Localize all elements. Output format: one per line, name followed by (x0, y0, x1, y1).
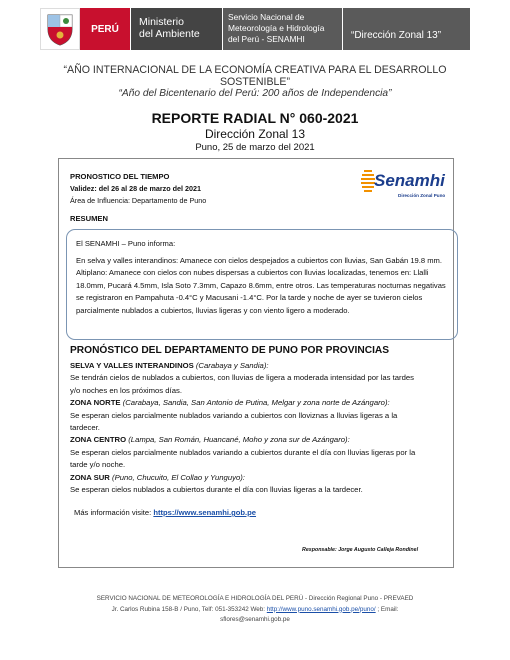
region-name: ZONA CENTRO (70, 435, 127, 445)
region-name: ZONA NORTE (70, 398, 121, 408)
coat-of-arms-icon (40, 8, 80, 50)
footer-line1: SERVICIO NACIONAL DE METEOROLOGÍA E HIDROLOGÍA DEL PERÚ - Dirección Regional Puno - PREVAED (96, 595, 414, 602)
footer-address: Jr. Carlos Rubina 158-B / Puno, Telf: 051-353242 Web: (111, 605, 267, 613)
senamhi-logo-text: Senamhi (374, 171, 445, 190)
footer-line2 (70, 605, 440, 616)
region-text: Se esperan cielos nublados a cubiertos durante el día con lluvias ligeras a la tardecer. (70, 485, 363, 495)
summary-box (66, 229, 458, 340)
footer (70, 594, 440, 626)
region-text: Se esperan cielos parcialmente nublados variando a cubiertos durante el día con lluvias ligeras por la tarde y/o noche. (70, 447, 416, 470)
provinces-heading: PRONÓSTICO DEL DEPARTAMENTO DE PUNO POR PROVINCIAS (70, 345, 390, 356)
peru-label: PERÚ (80, 8, 130, 50)
provinces-list (70, 360, 420, 496)
service-label: Servicio Nacional de Meteorología e Hidrología del Perú - SENAMHI (222, 8, 342, 50)
summary-intro: El SENAMHI – Puno informa: (76, 239, 176, 248)
report-title: REPORTE RADIAL N° 060-2021 (151, 110, 359, 126)
footer-email[interactable]: sflores@senamhi.gob.pe (220, 616, 290, 623)
region-subtitle: (Puno, Chucuito, El Collao y Yunguyo): (112, 472, 245, 482)
region-text: Se tendrán cielos de nublados a cubiertos, con lluvias de ligera a moderada intensidad por las tardes y/o noches en los próximos días. (70, 373, 415, 395)
senamhi-logo (360, 166, 446, 206)
forecast-validity: Validez: del 26 al 28 de marzo del 2021 (70, 184, 202, 193)
year-motto: “AÑO INTERNACIONAL DE LA ECONOMÍA CREATIVA PARA EL DESARROLLO SOSTENIBLE” (63, 64, 447, 88)
report-zone: Dirección Zonal 13 (204, 127, 306, 141)
senamhi-logo-subtext: Dirección Zonal Puno (398, 193, 446, 198)
ministry-label: Ministerio del Ambiente (130, 8, 222, 50)
region-subtitle: (Carabaya y Sandia): (195, 361, 269, 370)
more-info-label: Más información visite: (74, 508, 154, 517)
forecast-area: Área de Influencia: Departamento de Puno (70, 196, 207, 205)
region-name: SELVA Y VALLES INTERANDINOS (70, 361, 194, 370)
summary-heading: RESUMEN (70, 214, 108, 223)
region-subtitle: (Lampa, San Román, Huancané, Moho y zona sur de Azángaro): (128, 435, 350, 445)
report-date: Puno, 25 de marzo del 2021 (195, 142, 315, 153)
responsible-signature: Responsable: Jorge Augusto Calleja Rondinel (302, 547, 419, 553)
region-sur (70, 472, 420, 484)
footer-web-link[interactable]: http://www.puno.senamhi.gob.pe/puno/ (266, 605, 376, 613)
zone-label: “Dirección Zonal 13” (342, 8, 470, 50)
region-name: ZONA SUR (70, 472, 110, 482)
footer-email-label: ; Email: (375, 605, 399, 613)
more-info (74, 508, 256, 517)
senamhi-link[interactable]: https://www.senamhi.gob.pe (153, 508, 257, 517)
region-subtitle: (Carabaya, Sandia, San Antonio de Putina, Melgar y zona norte de Azángaro): (122, 398, 390, 408)
region-centro (70, 434, 420, 446)
region-norte (70, 397, 420, 409)
region-selva (70, 360, 420, 372)
forecast-heading: PRONOSTICO DEL TIEMPO (70, 172, 170, 181)
summary-text: En selva y valles interandinos: Amanece con cielos despejados a cubiertos con lluvias, San Gabán 19.8 mm. Altiplano: Amanece con cielos con nubes dispersas a cubiertos con lluvias localizadas, tenemos en: Llalli 18.0mm, Pucará 4.5mm, Isla Soto 7.3mm, Capazo 8.6mm, entre otros. Las temperaturas nocturnas negativas se registraron en Pampahuta -0.4°C y Macusani -1.4°C. Por la tarde y noche de ayer se tuvieron cielos parcialmente nublados a cubiertos, lluvias ligeras y con viento ligero a moderado. (76, 255, 446, 315)
bicentenary-motto: “Año del Bicentenario del Perú: 200 años de Independencia” (118, 88, 392, 99)
header-banner (40, 8, 470, 50)
region-text: Se esperan cielos parcialmente nublados variando a cubiertos con lloviznas a lluvias ligeras a la tardecer. (70, 410, 398, 433)
